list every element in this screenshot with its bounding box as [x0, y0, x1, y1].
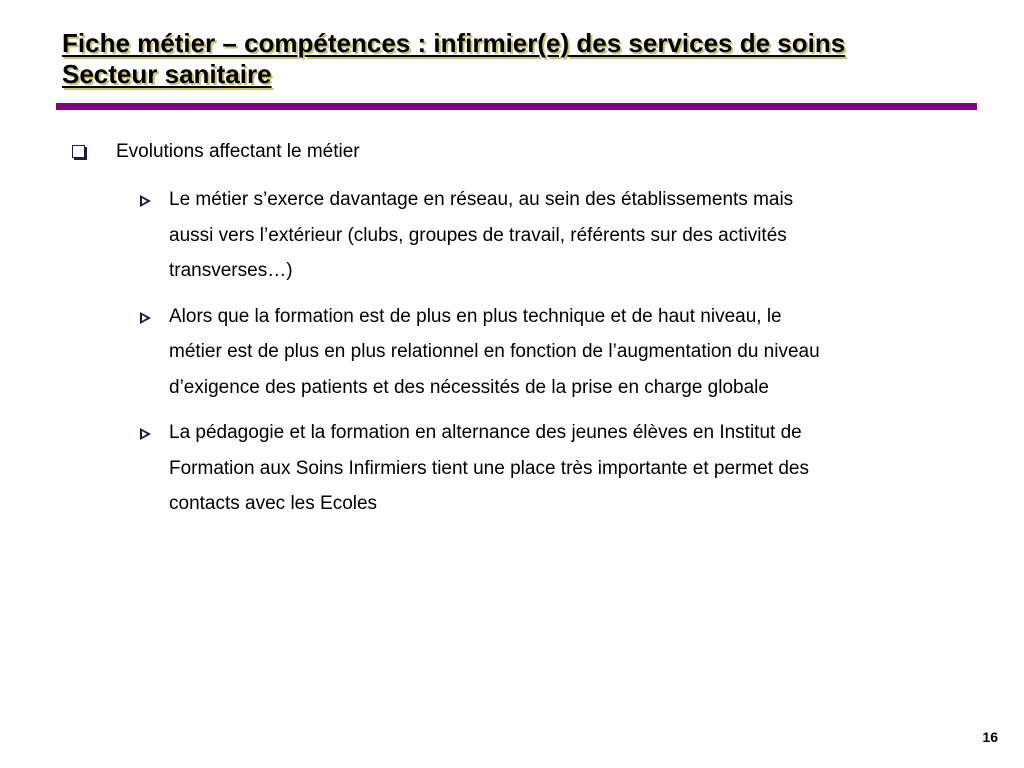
- list-item: [140, 182, 960, 289]
- list-item-line: Alors que la formation est de plus en plus technique et de haut niveau, le: [169, 305, 782, 327]
- list-item-line: Le métier s’exerce davantage en réseau, au sein des établissements mais: [169, 189, 794, 210]
- list-item-line: aussi vers l’extérieur (clubs, groupes de travail, référents sur des activités: [169, 224, 787, 246]
- page-number: 16: [982, 729, 998, 745]
- list-item-line: métier est de plus en plus relationnel en fonction de l’augmentation du niveau: [169, 341, 820, 362]
- sub-bullet-list: [140, 182, 960, 532]
- title-line-2: Secteur sanitaire: [62, 59, 272, 89]
- title-line-1: Fiche métier – compétences : infirmier(e) des services de soins: [62, 28, 846, 58]
- arrow-bullet-icon: [140, 312, 151, 324]
- list-item: [140, 415, 960, 522]
- list-item-line: La pédagogie et la formation en alternance des jeunes élèves en Institut de: [169, 422, 802, 443]
- slide-title: [62, 28, 962, 90]
- list-item-line: contacts avec les Ecoles: [169, 493, 378, 514]
- arrow-bullet-icon: [140, 428, 151, 440]
- section-heading-text: Evolutions affectant le métier: [116, 141, 360, 162]
- list-item-line: transverses…): [169, 260, 293, 281]
- list-item: [140, 299, 960, 406]
- title-divider: [56, 103, 977, 110]
- square-bullet-icon: [72, 145, 85, 158]
- list-item-line: d’exigence des patients et des nécessités de la prise en charge globale: [169, 376, 769, 398]
- arrow-bullet-icon: [140, 195, 151, 207]
- list-item-line: Formation aux Soins Infirmiers tient une place très importante et permet des: [169, 457, 809, 479]
